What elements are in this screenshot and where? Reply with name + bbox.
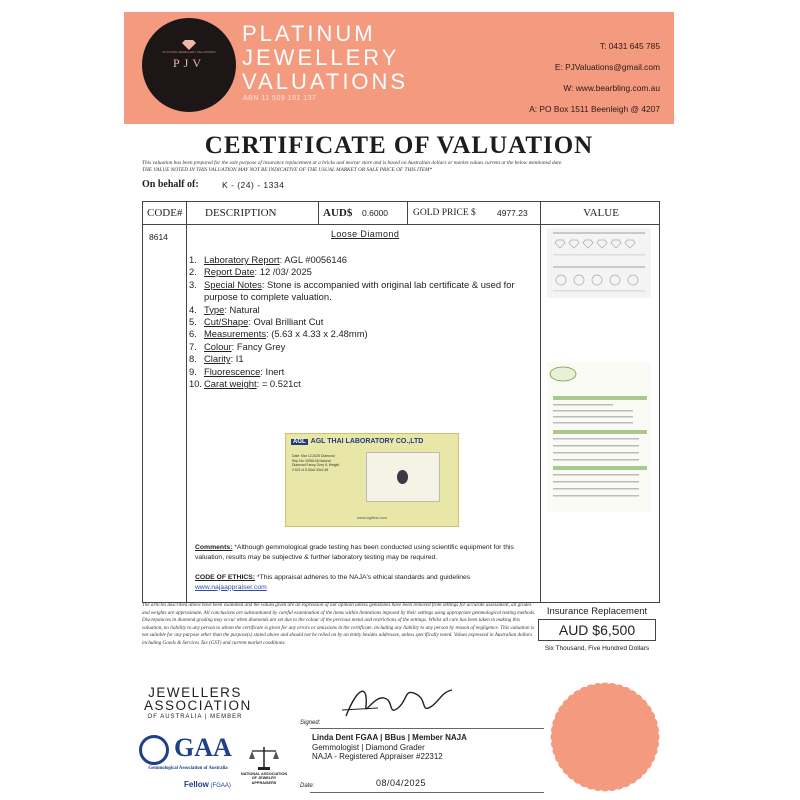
list-item	[189, 328, 519, 340]
disclaimer-line-1: This valuation has been prepared for the sole purpose of insurance replacement at a bricks and mortar store and is based on Australian dollars or market values current at the below mentioned date.	[142, 160, 563, 166]
list-item	[189, 378, 519, 390]
date-label: Date:	[300, 783, 315, 789]
col-divider-gold	[407, 202, 408, 224]
certificate-page	[124, 12, 674, 794]
item-value: : Oval Brilliant Cut	[248, 316, 324, 328]
brand-line-2: JEWELLERY	[242, 45, 400, 70]
brand-name	[242, 22, 452, 94]
item-label: Type	[204, 303, 225, 315]
agl-report-miniature	[547, 362, 651, 512]
naja-name: NATIONAL ASSOCIATION OF JEWELRY APPRAISERS	[240, 772, 288, 785]
brand-line-1: PLATINUM	[242, 21, 376, 46]
header-aud-value: 0.6000	[362, 208, 388, 218]
col-divider-value	[540, 202, 541, 602]
item-number: 2.	[189, 266, 197, 278]
fellow-sub: (FGAA)	[208, 783, 231, 789]
date-value: 08/04/2025	[376, 778, 427, 788]
seal-icon	[548, 680, 662, 794]
list-item	[189, 353, 519, 365]
item-value: : AGL #0056146	[279, 254, 347, 265]
item-value: : Stone is accompanied with original lab certificate & used for purpose to complete valuation.	[204, 278, 515, 303]
list-item	[189, 266, 519, 278]
header-gold-label: GOLD PRICE $	[413, 208, 476, 218]
lab-certificate-heading	[291, 438, 453, 445]
item-number: 1.	[189, 254, 197, 265]
item-value: : I1	[230, 353, 244, 365]
comments	[195, 543, 535, 562]
item-label: Special Notes	[204, 278, 262, 290]
jewellers-association-logo	[144, 685, 252, 713]
lab-website: www.aglthai.com	[356, 515, 387, 520]
item-label: Measurements	[204, 328, 267, 340]
insurance-amount: AUD $6,500	[538, 619, 656, 641]
legal-footnote: The articles described above have been examined and the values given are an expression of our opinion unless gemstones have been removed from settings for accurate assessment, all grades and weights are approximate. All conclusions are substantiated by careful examination of the items within limitations imposed by their settings using appropriate gemmological testing methods. Discrepancies in diamond grading may occur when diamonds are set due to the colour of the precious metal and restrictions of the settings. Whilst all care has been taken in making this valuation, no liability to any person to whom the certificate is given for any errors or omissions in the certificate, including any liability to any person by reason of negligence. This valuation is not suitable for any purpose other than the purpose(s) stated above and should not be relied on by an entity besides addressee, unless specifically noted. Values expressed in Australian dollars including Goods & Services Tax (GST) and current market conditions.	[142, 602, 536, 646]
contact-website: W: www.bearbling.com.au	[563, 83, 660, 93]
signature-line	[310, 728, 544, 729]
item-value: : Fancy Grey	[231, 340, 286, 352]
lab-certificate-image	[285, 433, 459, 527]
item-label: Laboratory Report	[204, 254, 280, 265]
insurance-box	[536, 601, 658, 661]
item-label: Cut/Shape	[204, 316, 249, 328]
item-title: Loose Diamond	[331, 229, 400, 239]
logo-initials: PJV	[172, 56, 205, 70]
disclaimer-line-2: THE VALUE NOTED IN THIS VALUATION MAY NOT BE INDICATIVE OF THE USUAL MARKET OR SALE PRICE OF THIS ITEM*	[142, 166, 433, 173]
item-label: Clarity	[204, 353, 231, 365]
logo-small-text: PLATINUM JEWELLERY VALUATIONS	[162, 50, 216, 54]
insurance-amount-words: Six Thousand, Five Hundred Dollars	[544, 645, 650, 652]
item-value: : Natural	[224, 303, 260, 315]
item-number: 4.	[189, 303, 197, 315]
gaa-logo: GAA	[174, 733, 232, 762]
agl-logo: AGL	[293, 439, 306, 445]
ja-line-1: JEWELLERS	[148, 685, 242, 700]
grading-scale-image	[547, 228, 651, 298]
list-item	[189, 341, 519, 353]
list-item	[189, 279, 519, 304]
item-number: 10.	[189, 378, 203, 390]
insurance-title: Insurance Replacement	[546, 606, 648, 617]
col-divider-code	[186, 202, 187, 602]
item-number: 8.	[189, 353, 197, 365]
comments-label: Comments:	[195, 544, 233, 551]
gemstone-icon	[397, 470, 408, 484]
signer-name: Linda Dent FGAA | BBus | Member NAJA	[312, 733, 467, 742]
item-value: : (5.63 x 4.33 x 2.48mm)	[266, 328, 368, 340]
signed-label: Signed:	[300, 720, 321, 726]
item-value: : Inert	[260, 365, 285, 377]
ethics-text: *This appraisal adheres to the NAJA's ethical standards and guidelines	[255, 574, 471, 581]
item-number: 9.	[189, 365, 197, 377]
ethics-link[interactable]: www.najaappraiser.com	[195, 583, 267, 591]
item-value: : 12 /03/ 2025	[254, 266, 312, 278]
item-number: 3.	[189, 278, 197, 290]
gaa-fellow	[184, 780, 231, 789]
diamond-icon	[182, 40, 196, 50]
item-number: 5.	[189, 316, 197, 328]
signer-title: Gemmologist | Diamond Grader	[312, 742, 425, 752]
comments-text: *Although gemmological grade testing has been conducted using scientific equipment for this valuation, results may be subjective & further laboratory testing may be required.	[195, 544, 514, 561]
header-code: CODE#	[147, 207, 183, 219]
signature-image	[338, 676, 458, 724]
item-number: 6.	[189, 328, 197, 340]
list-item	[189, 254, 519, 266]
item-number: 7.	[189, 340, 197, 352]
header-aud-label: AUD$	[323, 207, 353, 219]
agl-report-image	[547, 362, 651, 512]
behalf-label: On behalf of:	[142, 179, 199, 190]
contact-details	[529, 36, 660, 120]
gaa-full-name: Gemmological Association of Australia	[148, 766, 228, 771]
item-code: 8614	[149, 232, 168, 242]
item-label: Report Date	[204, 266, 255, 278]
fellow-label: Fellow	[184, 780, 209, 789]
header-description: DESCRIPTION	[205, 207, 277, 219]
header-banner	[124, 12, 674, 124]
ethics-label: CODE OF ETHICS:	[195, 574, 256, 581]
contact-address: A: PO Box 1511 Beenleigh @ 4207	[529, 104, 660, 114]
list-item	[189, 366, 519, 378]
brand-line-3: VALUATIONS	[242, 69, 409, 94]
valuation-table	[142, 201, 660, 603]
item-label: Fluorescence	[204, 365, 261, 377]
gaa-emblem-icon	[139, 735, 169, 765]
header-gold-value: 4977.23	[497, 208, 528, 218]
document-title: CERTIFICATE OF VALUATION	[204, 132, 594, 159]
list-item	[189, 304, 519, 316]
item-details-list	[189, 254, 519, 390]
item-label: Carat weight	[204, 378, 257, 390]
diamond-grading-chart	[547, 228, 651, 298]
signer-block	[312, 733, 467, 762]
behalf-value: K - (24) - 1334	[222, 180, 285, 190]
disclaimer	[142, 160, 662, 173]
col-divider-aud	[318, 202, 319, 224]
list-item	[189, 316, 519, 328]
date-line	[310, 792, 544, 793]
item-label: Colour	[204, 340, 232, 352]
ja-line-2: ASSOCIATION	[144, 698, 252, 713]
header-value: VALUE	[583, 207, 619, 219]
pjv-logo	[142, 18, 236, 112]
lab-certificate-details: Date: Mar 12,2025 Diamond Rep.No: 0056146 Natural Diamond Fancy Grey I1 Weight 0.521 ct 5.63x4.33x2.48	[292, 454, 340, 472]
signer-registration: NAJA - Registered Appraiser #22312	[312, 752, 443, 761]
stone-photo	[366, 452, 440, 502]
lab-name: AGL THAI LABORATORY CO.,LTD	[310, 438, 424, 445]
naja-scales-icon	[248, 745, 280, 771]
contact-phone: T: 0431 645 785	[599, 41, 660, 51]
abn-number: ABN 11 509 181 137	[243, 95, 317, 102]
ja-member-text: OF AUSTRALIA | MEMBER	[147, 714, 243, 720]
code-of-ethics	[195, 573, 535, 592]
item-value: : = 0.521ct	[256, 378, 301, 390]
contact-email: E: PJValuations@gmail.com	[554, 62, 660, 72]
